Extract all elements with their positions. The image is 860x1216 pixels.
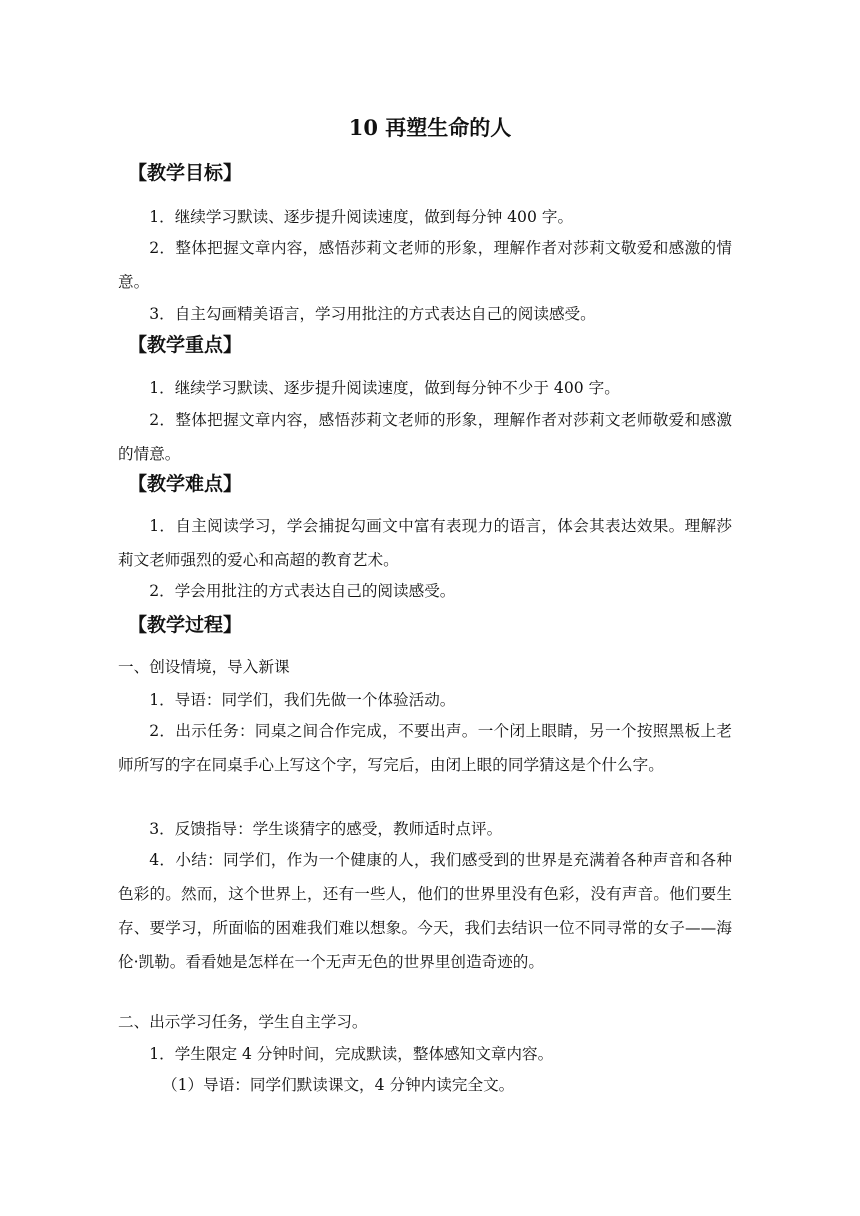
lesson-title: 10 再塑生命的人: [348, 115, 512, 140]
process-step-1-item-2: 2．出示任务：同桌之间合作完成，不要出声。一个闭上眼睛，另一个按照黑板上老师所写的字在同桌手心上写这个字，写完后，由闭上眼的同学猜这是个什么字。: [118, 722, 732, 774]
key-point-item-2: 2．整体把握文章内容，感悟莎莉文老师的形象，理解作者对莎莉文老师敬爱和感激的情意。: [118, 411, 732, 463]
goal-item-1: 1．继续学习默读、逐步提升阅读速度，做到每分钟 400 字。: [149, 208, 574, 226]
heading-key-points: 【教学重点】: [128, 334, 243, 356]
process-step-2-sub-item: （1）导语：同学们默读课文，4 分钟内读完全文。: [162, 1076, 515, 1094]
process-step-1-item-1: 1．导语：同学们，我们先做一个体验活动。: [149, 691, 456, 709]
goal-item-3: 3．自主勾画精美语言，学习用批注的方式表达自己的阅读感受。: [149, 305, 596, 323]
heading-teaching-goals: 【教学目标】: [128, 162, 243, 184]
heading-teaching-process: 【教学过程】: [128, 614, 243, 636]
process-step-1-item-3: 3．反馈指导：学生谈猜字的感受，教师适时点评。: [149, 820, 503, 838]
goal-item-2: 2．整体把握文章内容，感悟莎莉文老师的形象，理解作者对莎莉文敬爱和感激的情意。: [118, 239, 732, 291]
difficulty-item-1: 1．自主阅读学习，学会捕捉勾画文中富有表现力的语言，体会其表达效果。理解莎莉文老师强烈的爱心和高超的教育艺术。: [118, 517, 732, 569]
key-point-item-1: 1．继续学习默读、逐步提升阅读速度，做到每分钟不少于 400 字。: [149, 379, 620, 397]
process-step-1-item-4: 4．小结：同学们，作为一个健康的人，我们感受到的世界是充满着各种声音和各种色彩的。然而，这个世界上，还有一些人，他们的世界里没有色彩，没有声音。他们要生存、要学习，所面临的困难我们难以想象。今天，我们去结识一位不同寻常的女子——海伦·凯勒。看看她是怎样在一个无声无色的世界里创造奇迹的。: [118, 851, 732, 971]
heading-difficulties: 【教学难点】: [128, 473, 243, 495]
process-step-1-title: 一、创设情境，导入新课: [118, 658, 290, 676]
difficulty-item-2: 2．学会用批注的方式表达自己的阅读感受。: [149, 582, 456, 600]
process-step-2-title: 二、出示学习任务，学生自主学习。: [118, 1013, 368, 1031]
process-step-2-item-1: 1．学生限定 4 分钟时间，完成默读，整体感知文章内容。: [149, 1045, 554, 1063]
